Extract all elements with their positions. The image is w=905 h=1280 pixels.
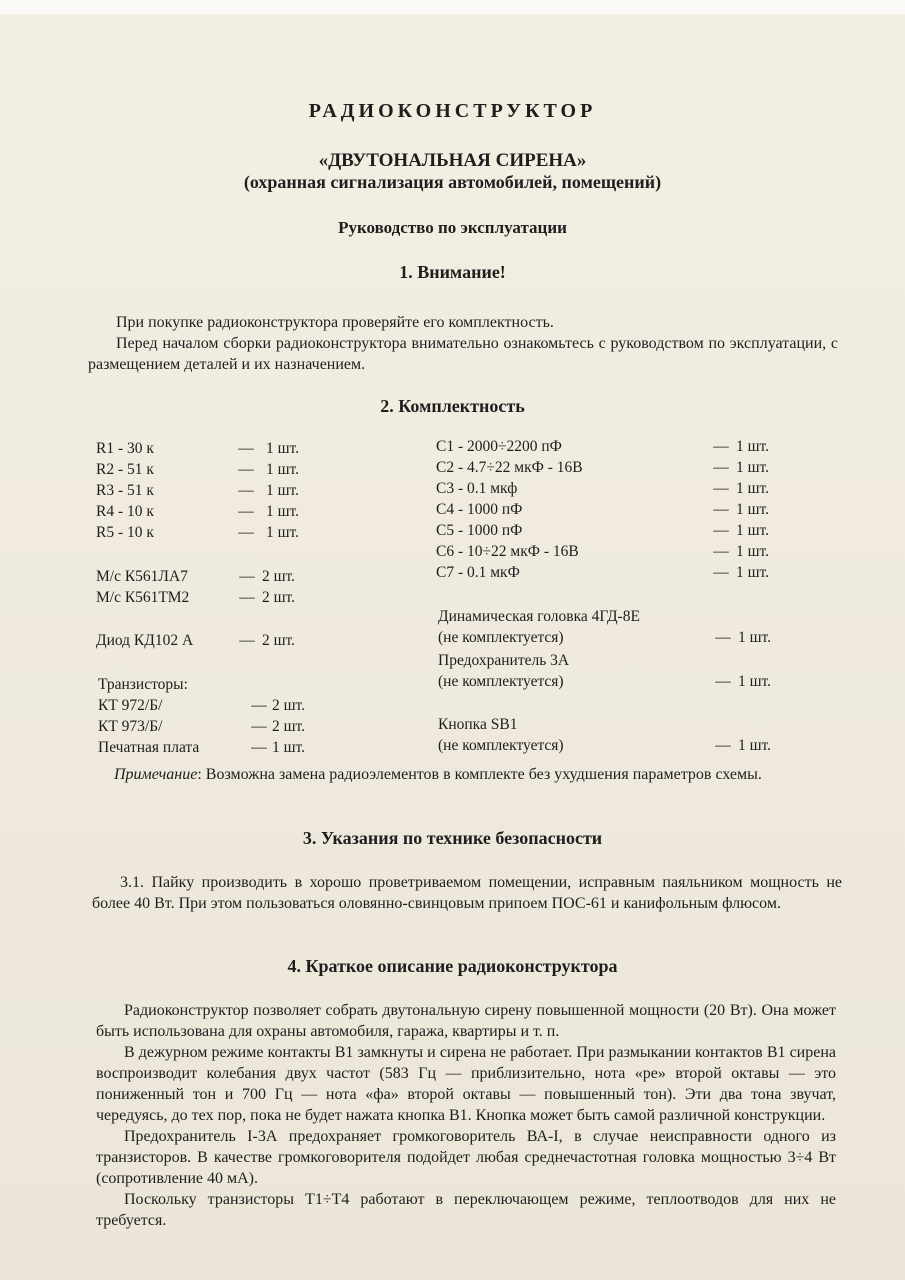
ic-list [96, 566, 295, 608]
transistors-label: Транзисторы: [98, 676, 188, 693]
diode-list [96, 630, 295, 651]
document-subtitle-2: (охранная сигнализация автомобилей, помещений) [243, 172, 662, 192]
list-item: R1 - 30 к — 1 шт. [96, 440, 300, 457]
section-1-paragraph-1: При покупке радиоконструктора проверяйте его комплектность. [116, 314, 554, 331]
list-item: М/с К561ТМ2 — 2 шт. [96, 589, 296, 606]
list-item: М/с К561ЛА7 — 2 шт. [96, 568, 296, 585]
list-item: R4 - 10 к — 1 шт. [96, 503, 300, 520]
list-item: КТ 973/Б/ — 2 шт. [98, 718, 306, 735]
fuse-item [438, 650, 771, 692]
section-3-paragraph-1: 3.1. Пайку производить в хорошо проветриваемом помещении, исправным паяльником мощность не более 40 Вт. При этом пользоваться оловянно-свинцовым припоем ПОС-61 и канифольным флюсом. [92, 874, 842, 912]
section-2-heading: 2. Комплектность [380, 396, 525, 416]
list-item: Печатная плата — 1 шт. [98, 739, 306, 756]
list-item: С1 - 2000÷2200 пФ — 1 шт. [436, 438, 770, 455]
list-item: С2 - 4.7÷22 мкФ - 16В — 1 шт. [436, 459, 770, 476]
transistor-list [98, 674, 305, 758]
list-item: R3 - 51 к — 1 шт. [96, 482, 300, 499]
fuse-note: (не комплектуется) — 1 шт. [438, 673, 772, 690]
section-4-body [96, 1000, 836, 1231]
list-item: С6 - 10÷22 мкФ - 16В — 1 шт. [436, 543, 770, 560]
section-1-body [88, 312, 838, 375]
button-name: Кнопка SB1 [438, 716, 518, 733]
section-3-body [92, 872, 842, 914]
section-4-paragraph-1: Радиоконструктор позволяет собрать двутональную сирену повышенной мощности (20 Вт). Она может быть использована для охраны автомобиля, гаража, квартиры и т. п. [96, 1002, 836, 1040]
capacitor-list [436, 436, 769, 583]
document-title: РАДИОКОНСТРУКТОР [308, 100, 597, 122]
list-item: С4 - 1000 пФ — 1 шт. [436, 501, 770, 518]
list-item: R5 - 10 к — 1 шт. [96, 524, 300, 541]
resistor-list [96, 438, 299, 543]
section-4-paragraph-3: Предохранитель I-3А предохраняет громкоговоритель ВА-I, в случае неисправности одного из транзисторов. В качестве громкоговорителя подойдет любая среднечастотная головка мощностью 3÷4 Вт (сопротивление 40 мА). [96, 1128, 836, 1187]
guide-title: Руководство по эксплуатации [338, 218, 567, 237]
speaker-name: Динамическая головка 4ГД-8Е [438, 608, 640, 625]
list-item: КТ 972/Б/ — 2 шт. [98, 697, 306, 714]
list-item: Диод КД102 А — 2 шт. [96, 632, 296, 649]
document-subtitle: «ДВУТОНАЛЬНАЯ СИРЕНА» [318, 150, 587, 171]
speaker-note: (не комплектуется) — 1 шт. [438, 629, 772, 646]
section-4-paragraph-4: Поскольку транзисторы Т1÷Т4 работают в переключающем режиме, теплоотводов для них не требуется. [96, 1191, 836, 1229]
section-1-paragraph-2: Перед началом сборки радиоконструктора внимательно ознакомьтесь с руководством по эксплуатации, с размещением деталей и их назначением. [88, 335, 838, 373]
fuse-name: Предохранитель 3А [438, 652, 570, 669]
list-item: R2 - 51 к — 1 шт. [96, 461, 300, 478]
button-note: (не комплектуется) — 1 шт. [438, 737, 772, 754]
section-4-paragraph-2: В дежурном режиме контакты В1 замкнуты и сирена не работает. При размыкании контактов В1 сирена воспроизводит колебания двух частот (583 Гц — приблизительно, нота «ре» второй октавы — это пониженный тон и 700 Гц — нота «фа» второй октавы — повышенный тон). Эти два тона звучат, чередуясь, до тех пор, пока не будет нажата кнопка В1. Кнопка может быть самой различной конструкции. [96, 1044, 836, 1124]
button-item [438, 714, 771, 756]
section-1-heading: 1. Внимание! [399, 262, 506, 282]
note-text: : Возможна замена радиоэлементов в комплекте без ухудшения параметров схемы. [197, 766, 762, 783]
note-paragraph [86, 764, 836, 785]
scan-top-edge [0, 0, 905, 14]
list-item: С5 - 1000 пФ — 1 шт. [436, 522, 770, 539]
section-4-heading: 4. Краткое описание радиоконструктора [287, 956, 618, 976]
section-3-heading: 3. Указания по технике безопасности [302, 828, 603, 848]
list-item: С3 - 0.1 мкф — 1 шт. [436, 480, 770, 497]
note-label: Примечание [114, 766, 198, 783]
list-item: С7 - 0.1 мкФ — 1 шт. [436, 564, 770, 581]
speaker-item [438, 606, 771, 648]
